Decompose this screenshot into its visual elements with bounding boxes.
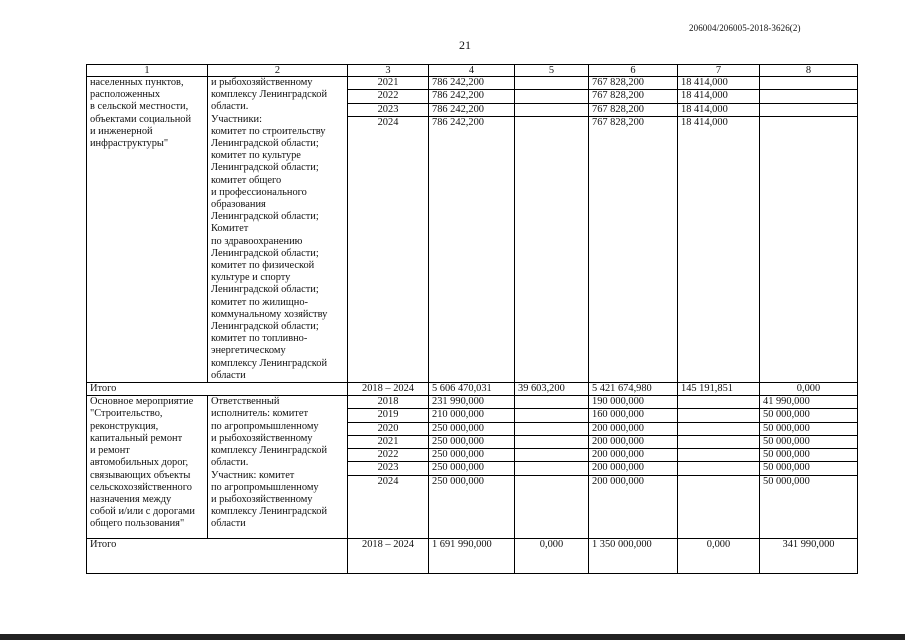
year-cell: 2023 — [348, 462, 429, 475]
total-row — [87, 383, 858, 396]
header-cell: 5 — [515, 65, 589, 77]
value-cell: 767 828,200 — [589, 103, 678, 116]
value-cell: 250 000,000 — [429, 462, 515, 475]
year-cell: 2020 — [348, 422, 429, 435]
value-cell: 250 000,000 — [429, 475, 515, 538]
value-cell: 767 828,200 — [589, 90, 678, 103]
header-cell: 1 — [87, 65, 208, 77]
value-cell: 767 828,200 — [589, 77, 678, 90]
value-cell — [678, 422, 760, 435]
table-row — [87, 77, 858, 90]
year-range-cell: 2018 – 2024 — [348, 538, 429, 573]
value-cell: 5 606 470,031 — [429, 383, 515, 396]
value-cell: 200 000,000 — [589, 475, 678, 538]
value-cell: 786 242,200 — [429, 90, 515, 103]
value-cell: 200 000,000 — [589, 422, 678, 435]
value-cell: 231 990,000 — [429, 396, 515, 409]
value-cell: 250 000,000 — [429, 435, 515, 448]
value-cell: 200 000,000 — [589, 449, 678, 462]
value-cell — [515, 396, 589, 409]
value-cell — [760, 90, 858, 103]
value-cell: 250 000,000 — [429, 422, 515, 435]
header-cell: 6 — [589, 65, 678, 77]
value-cell: 41 990,000 — [760, 396, 858, 409]
value-cell: 18 414,000 — [678, 116, 760, 382]
value-cell — [515, 422, 589, 435]
document-id: 206004/206005-2018-3626(2) — [689, 23, 801, 33]
value-cell: 1 350 000,000 — [589, 538, 678, 573]
value-cell: 250 000,000 — [429, 449, 515, 462]
value-cell — [515, 77, 589, 90]
value-cell — [678, 449, 760, 462]
header-cell: 3 — [348, 65, 429, 77]
value-cell — [760, 116, 858, 382]
value-cell — [515, 462, 589, 475]
year-cell: 2018 — [348, 396, 429, 409]
header-cell: 4 — [429, 65, 515, 77]
year-cell: 2019 — [348, 409, 429, 422]
value-cell — [678, 435, 760, 448]
value-cell — [515, 435, 589, 448]
measure-name-cell: Основное мероприятие "Строительство, реконструкция, капитальный ремонт и ремонт автомобильных дорог, связывающих объекты сельскохозяйственного назначения между собой и/или с дорогами общего пользования" — [87, 396, 208, 538]
budget-table — [86, 64, 858, 574]
value-cell — [760, 77, 858, 90]
value-cell — [515, 449, 589, 462]
value-cell: 190 000,000 — [589, 396, 678, 409]
executors-cell: и рыбохозяйственному комплексу Ленинградской области. Участники: комитет по строительству Ленинградской области; комитет по культуре Ленинградской области; комитет общего и профессионального образования Ленинградской области; Комитет по здравоохранению Ленинградской области; комитет по физической культуре и спорту Ленинградской области; комитет по жилищно- коммунальному хозяйству Ленинградской области; комитет по топливно- энергетическому комплексу Ленинградской области — [208, 77, 348, 383]
value-cell: 200 000,000 — [589, 435, 678, 448]
value-cell — [678, 475, 760, 538]
year-cell: 2021 — [348, 435, 429, 448]
year-cell: 2023 — [348, 103, 429, 116]
value-cell — [515, 103, 589, 116]
value-cell: 0,000 — [678, 538, 760, 573]
value-cell: 200 000,000 — [589, 462, 678, 475]
scan-bottom-edge — [0, 634, 905, 640]
header-cell: 2 — [208, 65, 348, 77]
value-cell: 18 414,000 — [678, 90, 760, 103]
value-cell — [678, 462, 760, 475]
value-cell: 39 603,200 — [515, 383, 589, 396]
value-cell: 786 242,200 — [429, 103, 515, 116]
year-range-cell: 2018 – 2024 — [348, 383, 429, 396]
value-cell: 786 242,200 — [429, 77, 515, 90]
measure-name-cell: населенных пунктов, расположенных в сельской местности, объектами социальной и инженерной инфраструктуры" — [87, 77, 208, 383]
year-cell: 2022 — [348, 90, 429, 103]
header-cell: 8 — [760, 65, 858, 77]
value-cell: 0,000 — [515, 538, 589, 573]
table-row — [87, 396, 858, 409]
value-cell: 160 000,000 — [589, 409, 678, 422]
value-cell: 50 000,000 — [760, 449, 858, 462]
total-row — [87, 538, 858, 573]
year-cell: 2024 — [348, 116, 429, 382]
value-cell: 0,000 — [760, 383, 858, 396]
value-cell — [515, 475, 589, 538]
value-cell: 767 828,200 — [589, 116, 678, 382]
value-cell: 50 000,000 — [760, 475, 858, 538]
year-cell: 2024 — [348, 475, 429, 538]
year-cell: 2021 — [348, 77, 429, 90]
value-cell — [760, 103, 858, 116]
page-number: 21 — [459, 38, 471, 52]
year-cell: 2022 — [348, 449, 429, 462]
value-cell — [515, 409, 589, 422]
value-cell — [515, 116, 589, 382]
value-cell: 341 990,000 — [760, 538, 858, 573]
executors-cell: Ответственный исполнитель: комитет по агропромышленному и рыбохозяйственному комплексу Ленинградской области. Участник: комитет по агропромышленному и рыбохозяйственному комплексу Ленинградской области — [208, 396, 348, 538]
header-cell: 7 — [678, 65, 760, 77]
value-cell: 50 000,000 — [760, 409, 858, 422]
value-cell: 145 191,851 — [678, 383, 760, 396]
value-cell — [678, 409, 760, 422]
value-cell: 210 000,000 — [429, 409, 515, 422]
value-cell — [515, 90, 589, 103]
value-cell: 5 421 674,980 — [589, 383, 678, 396]
value-cell: 50 000,000 — [760, 422, 858, 435]
value-cell — [678, 396, 760, 409]
total-label: Итого — [87, 383, 348, 396]
header-row — [87, 65, 858, 77]
value-cell: 786 242,200 — [429, 116, 515, 382]
value-cell: 1 691 990,000 — [429, 538, 515, 573]
value-cell: 50 000,000 — [760, 462, 858, 475]
value-cell: 18 414,000 — [678, 103, 760, 116]
value-cell: 18 414,000 — [678, 77, 760, 90]
value-cell: 50 000,000 — [760, 435, 858, 448]
total-label: Итого — [87, 538, 348, 573]
